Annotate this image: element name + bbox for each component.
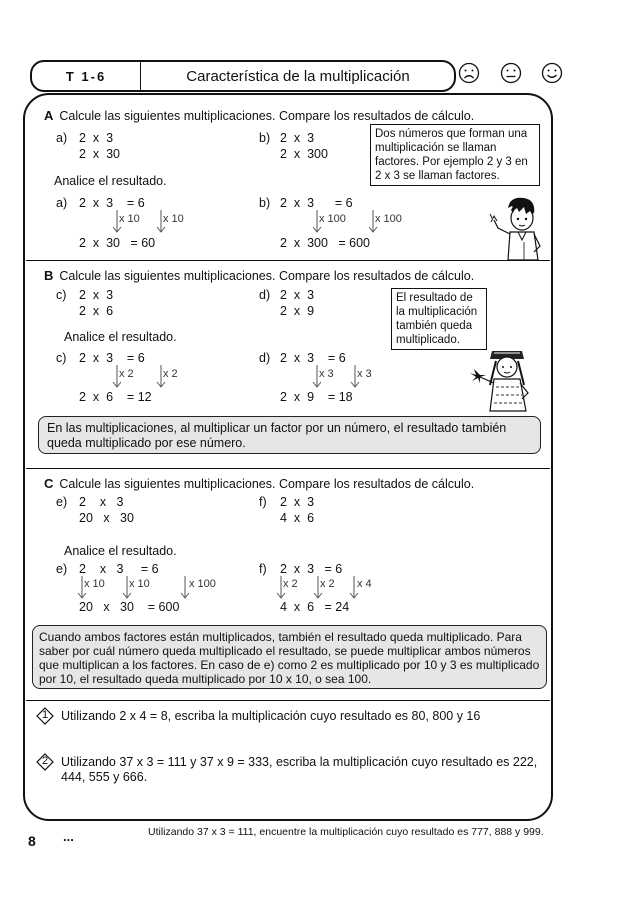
footer-text: Utilizando 37 x 3 = 111, encuentre la multiplicación cuyo resultado es 777, 888 y 999. — [148, 826, 544, 838]
result-d-label: d) — [259, 351, 271, 365]
result-e-label: e) — [56, 562, 68, 576]
divider — [26, 468, 550, 469]
section-b-instruction: B Calcule las siguientes multiplicaciones. Compare los resultados de cálculo. — [44, 268, 475, 283]
result-d-mult2: x 3 — [357, 368, 372, 380]
exercise-2-number: 2 — [41, 755, 49, 767]
lesson-title: Característica de la multiplicación — [186, 67, 410, 85]
girl-illustration — [460, 345, 540, 413]
section-a-instruction: A Calcule las siguientes multiplicaciones. Compare los resultados de cálculo. — [44, 108, 475, 123]
item-a-line1: 2 x 3 — [79, 131, 114, 145]
result-d-top: 2 x 3 = 6 — [280, 351, 346, 365]
result-a-mult1: x 10 — [119, 213, 140, 225]
happy-face-icon[interactable] — [541, 62, 563, 84]
exercise-1-text: Utilizando 2 x 4 = 8, escriba la multiplicación cuyo resultado es 80, 800 y 16 — [61, 709, 481, 723]
result-b-mult1: x 100 — [319, 213, 346, 225]
boy-illustration — [486, 194, 548, 262]
item-c-line2: 2 x 6 — [79, 304, 114, 318]
item-d-line1: 2 x 3 — [280, 288, 315, 302]
result-d-bottom: 2 x 9 = 18 — [280, 390, 353, 404]
lesson-header — [30, 60, 456, 92]
item-a-line2: 2 x 30 — [79, 147, 120, 161]
item-f-line2: 4 x 6 — [280, 511, 315, 525]
result-e-top: 2 x 3 = 6 — [79, 562, 159, 576]
result-c-label: c) — [56, 351, 67, 365]
item-b-line2: 2 x 300 — [280, 147, 328, 161]
page-number: 8 — [28, 833, 36, 849]
neutral-face-icon[interactable] — [500, 62, 522, 84]
item-e-line2: 20 x 30 — [79, 511, 134, 525]
section-a-analyze: Analice el resultado. — [54, 174, 167, 188]
result-b-bottom: 2 x 300 = 600 — [280, 236, 370, 250]
exercise-1-number: 1 — [41, 709, 49, 721]
result-a-bottom: 2 x 30 = 60 — [79, 236, 156, 250]
section-b-summary: En las multiplicaciones, al multiplicar un factor por un número, el resultado también queda multiplicado por ese número. — [38, 416, 541, 454]
item-b-label: b) — [259, 131, 271, 145]
item-d-label: d) — [259, 288, 271, 302]
result-f-top: 2 x 3 = 6 — [280, 562, 343, 576]
sad-face-icon[interactable] — [458, 62, 480, 84]
result-e-mult1: x 10 — [84, 578, 105, 590]
result-c-mult1: x 2 — [119, 368, 134, 380]
footer-dots: ... — [63, 829, 74, 844]
item-e-line1: 2 x 3 — [79, 495, 124, 509]
result-a-mult2: x 10 — [163, 213, 184, 225]
result-b-mult2: x 100 — [375, 213, 402, 225]
result-note: El resultado de la multiplicación también queda multiplicado. — [391, 288, 487, 350]
result-f-label: f) — [259, 562, 267, 576]
result-f-mult3: x 4 — [357, 578, 372, 590]
section-c-summary: Cuando ambos factores están multiplicados, también el resultado queda multiplicado. Para saber por cuál número queda multiplicado el resultado, se puede multiplicar ambos números que multiplican a los factores. En caso de e) como 2 es multiplicado por 10 y 3 es multiplicado por 10, el resultado queda multiplicado por 10 x 10, o sea 100. — [32, 625, 547, 689]
item-c-label: c) — [56, 288, 67, 302]
result-f-mult1: x 2 — [283, 578, 298, 590]
result-c-top: 2 x 3 = 6 — [79, 351, 145, 365]
item-f-label: f) — [259, 495, 267, 509]
result-f-bottom: 4 x 6 = 24 — [280, 600, 350, 614]
item-d-line2: 2 x 9 — [280, 304, 315, 318]
result-b-label: b) — [259, 196, 271, 210]
lesson-code: T 1-6 — [32, 62, 141, 90]
result-a-label: a) — [56, 196, 68, 210]
section-c-analyze: Analice el resultado. — [64, 544, 177, 558]
section-c-instruction: C Calcule las siguientes multiplicaciones. Compare los resultados de cálculo. — [44, 476, 475, 491]
exercise-2-text: Utilizando 37 x 3 = 111 y 37 x 9 = 333, escriba la multiplicación cuyo resultado es 222, 444, 555 y 666. — [61, 755, 538, 784]
result-f-mult2: x 2 — [320, 578, 335, 590]
item-a-label: a) — [56, 131, 68, 145]
result-a-top: 2 x 3 = 6 — [79, 196, 145, 210]
result-e-bottom: 20 x 30 = 600 — [79, 600, 180, 614]
result-c-bottom: 2 x 6 = 12 — [79, 390, 152, 404]
item-e-label: e) — [56, 495, 68, 509]
item-f-line1: 2 x 3 — [280, 495, 315, 509]
item-b-line1: 2 x 3 — [280, 131, 315, 145]
result-d-mult1: x 3 — [319, 368, 334, 380]
result-e-mult3: x 100 — [189, 578, 216, 590]
divider — [26, 260, 550, 261]
section-b-analyze: Analice el resultado. — [64, 330, 177, 344]
item-c-line1: 2 x 3 — [79, 288, 114, 302]
result-c-mult2: x 2 — [163, 368, 178, 380]
result-b-top: 2 x 3 = 6 — [280, 196, 353, 210]
result-e-mult2: x 10 — [129, 578, 150, 590]
factors-note: Dos números que forman una multiplicación se llaman factores. Por ejemplo 2 y 3 en 2 x 3 se llaman factores. — [370, 124, 540, 186]
divider — [26, 700, 550, 701]
